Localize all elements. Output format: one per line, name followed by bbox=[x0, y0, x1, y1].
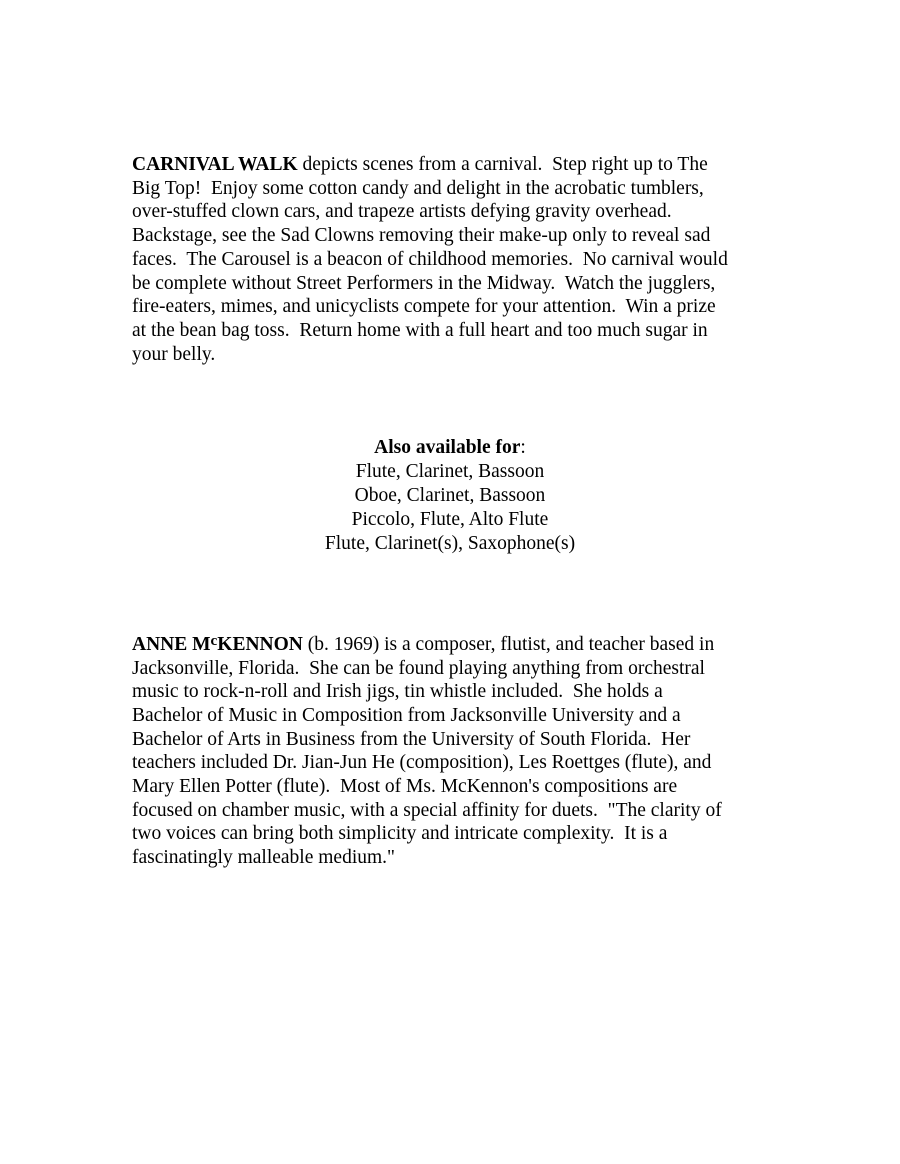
bio-line: two voices can bring both simplicity and intricate complexity. It is a bbox=[132, 823, 668, 845]
instrumentation-item: Flute, Clarinet, Bassoon bbox=[355, 461, 545, 482]
description-line: Backstage, see the Sad Clowns removing their make-up only to reveal sad bbox=[132, 225, 711, 247]
bio-line: music to rock-n-roll and Irish jigs, tin whistle included. She holds a bbox=[132, 681, 663, 703]
instrumentation-item: Oboe, Clarinet, Bassoon bbox=[354, 485, 546, 506]
bio-line: Mary Ellen Potter (flute). Most of Ms. McKennon's compositions are bbox=[132, 776, 678, 798]
work-title: CARNIVAL WALK bbox=[132, 154, 298, 175]
description-line bbox=[132, 153, 772, 177]
description-line: at the bean bag toss. Return home with a full heart and too much sugar in bbox=[132, 319, 708, 341]
composer-name-superscript: c bbox=[210, 632, 218, 649]
composer-name-first: ANNE M bbox=[132, 633, 211, 655]
composer-name bbox=[132, 634, 303, 655]
instrumentation-item: Flute, Clarinet(s), Saxophone(s) bbox=[324, 533, 576, 554]
also-available-heading: Also available for bbox=[374, 437, 521, 458]
heading-colon: : bbox=[520, 437, 526, 458]
bio-line: focused on chamber music, with a special affinity for duets. "The clarity of bbox=[132, 799, 722, 821]
description-line: fire-eaters, mimes, and unicyclists compete for your attention. Win a prize bbox=[132, 296, 716, 318]
carnival-walk-description bbox=[132, 153, 772, 366]
bio-line: Bachelor of Music in Composition from Jacksonville University and a bbox=[132, 704, 681, 726]
description-line: faces. The Carousel is a beacon of childhood memories. No carnival would bbox=[132, 248, 728, 270]
composer-name-last: KENNON bbox=[217, 633, 303, 655]
description-line: over-stuffed clown cars, and trapeze artists defying gravity overhead. bbox=[132, 201, 672, 223]
description-line: Big Top! Enjoy some cotton candy and delight in the acrobatic tumblers, bbox=[132, 177, 704, 199]
bio-text: (b. 1969) is a composer, flutist, and teacher based in bbox=[302, 633, 715, 655]
bio-line: Jacksonville, Florida. She can be found playing anything from orchestral bbox=[132, 657, 705, 679]
description-line: your belly. bbox=[132, 343, 216, 365]
bio-line bbox=[132, 629, 772, 657]
description-text: depicts scenes from a carnival. Step right up to The bbox=[297, 154, 708, 175]
bio-line: fascinatingly malleable medium." bbox=[132, 847, 396, 869]
bio-line: teachers included Dr. Jian-Jun He (composition), Les Roettges (flute), and bbox=[132, 752, 712, 774]
also-available-section bbox=[0, 436, 900, 556]
composer-bio bbox=[132, 629, 772, 870]
instrumentation-item: Piccolo, Flute, Alto Flute bbox=[351, 509, 549, 530]
bio-line: Bachelor of Arts in Business from the University of South Florida. Her bbox=[132, 728, 691, 750]
also-available-heading-line bbox=[0, 436, 900, 460]
description-line: be complete without Street Performers in the Midway. Watch the jugglers, bbox=[132, 272, 716, 294]
